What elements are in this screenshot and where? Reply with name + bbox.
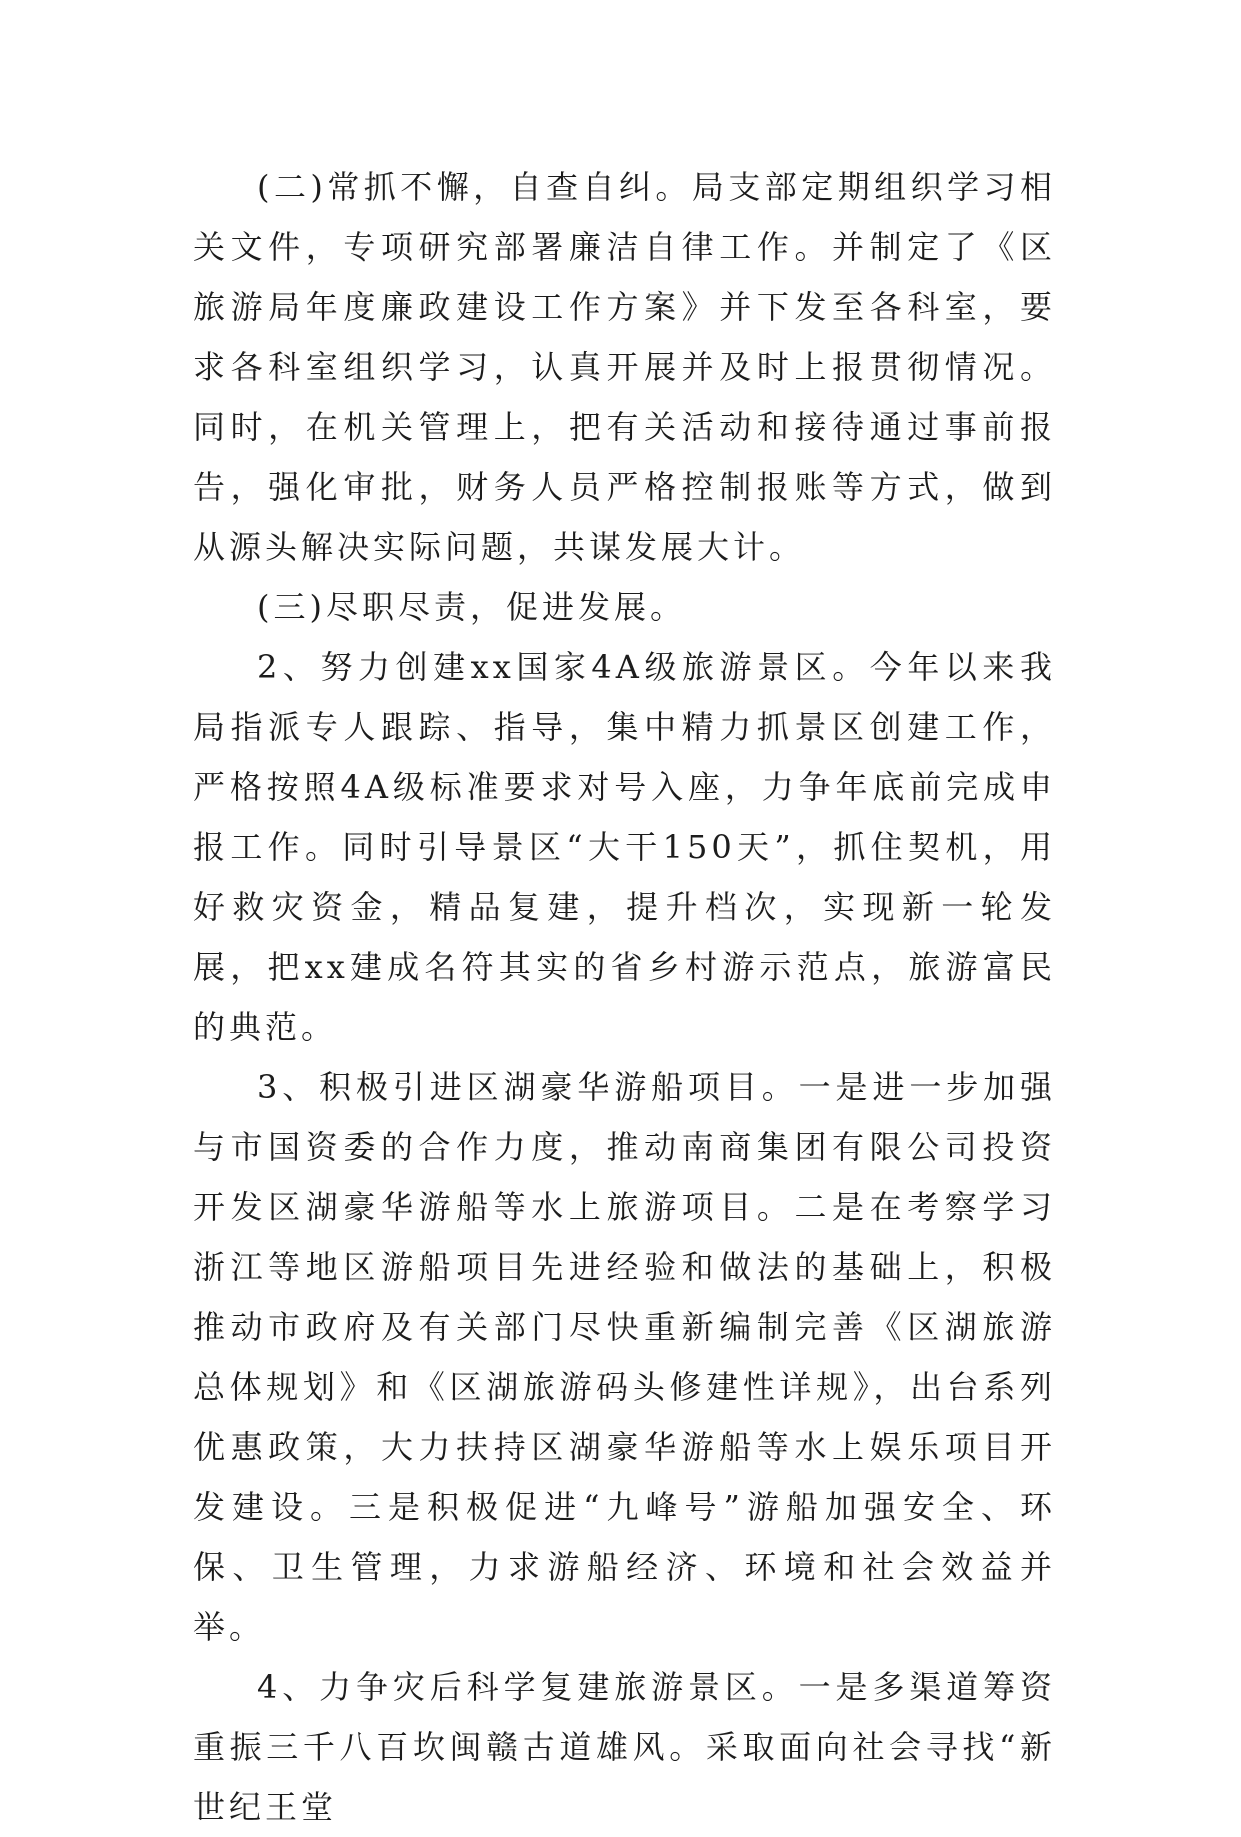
document-body xyxy=(193,157,1056,1837)
paragraph-supervision: (二)常抓不懈，自查自纠。局支部定期组织学习相关文件，专项研究部署廉洁自律工作。并制定了《区旅游局年度廉政建设工作方案》并下发至各科室，要求各科室组织学习，认真开展并及时上报贯彻情况。同时，在机关管理上，把有关活动和接待通过事前报告，强化审批，财务人员严格控制报账等方式，做到从源头解决实际问题，共谋发展大计。 xyxy=(193,168,1056,566)
paragraph-section-heading: (三)尽职尽责，促进发展。 xyxy=(257,588,686,626)
paragraph-item-2: 2、努力创建xx国家4A级旅游景区。今年以来我局指派专人跟踪、指导，集中精力抓景区创建工作，严格按照4A级标准要求对号入座，力争年底前完成申报工作。同时引导景区“大干150天”，抓住契机，用好救灾资金，精品复建，提升档次，实现新一轮发展，把xx建成名符其实的省乡村游示范点，旅游富民的典范。 xyxy=(193,648,1056,1046)
paragraph-item-4: 4、力争灾后科学复建旅游景区。一是多渠道筹资重振三千八百坎闽赣古道雄风。采取面向社会寻找“新世纪王堂 xyxy=(193,1668,1056,1826)
paragraph-item-3: 3、积极引进区湖豪华游船项目。一是进一步加强与市国资委的合作力度，推动南商集团有限公司投资开发区湖豪华游船等水上旅游项目。二是在考察学习浙江等地区游船项目先进经验和做法的基础上，积极推动市政府及有关部门尽快重新编制完善《区湖旅游总体规划》和《区湖旅游码头修建性详规》，出台系列优惠政策，大力扶持区湖豪华游船等水上娱乐项目开发建设。三是积极促进“九峰号”游船加强安全、环保、卫生管理，力求游船经济、环境和社会效益并举。 xyxy=(193,1068,1056,1646)
